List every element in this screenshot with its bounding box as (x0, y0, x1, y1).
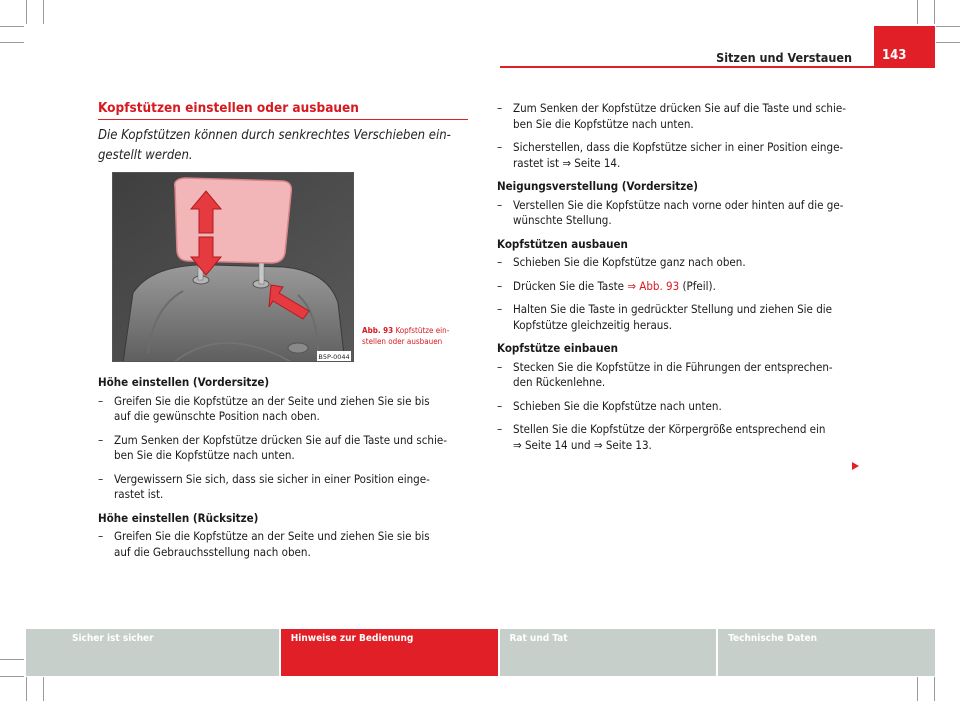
list-item: – Stecken Sie die Kopfstütze in die Führungen der entsprechen- den Rückenlehne. (497, 359, 833, 389)
heading-height-front: Höhe einstellen (Vordersitze) (98, 375, 270, 389)
tab-sicher-ist-sicher[interactable]: Sicher ist sicher (26, 629, 279, 676)
crop-mark (936, 26, 960, 27)
chapter-title: Sitzen und Verstauen (716, 50, 852, 65)
crop-mark (26, 677, 27, 701)
right-column (497, 101, 859, 453)
intro-line: gestellt werden. (98, 148, 193, 163)
caption-label: Abb. 93 (362, 326, 394, 335)
footer-nav (26, 629, 935, 676)
tab-technische-daten[interactable]: Technische Daten (718, 629, 935, 676)
figure-code: B5P-0044 (318, 353, 350, 361)
crop-mark (0, 42, 24, 43)
section-intro (98, 126, 470, 166)
list-item: – Greifen Sie die Kopfstütze an der Seite und ziehen Sie sie bis auf die gewünschte Position nach oben. (98, 393, 430, 423)
list-item: – Halten Sie die Taste in gedrückter Stellung und ziehen Sie die Kopfstütze gleichzeitig heraus. (497, 302, 833, 332)
page-number: 143 (874, 26, 935, 66)
figure-caption (362, 326, 472, 347)
headrest-illustration (113, 173, 354, 362)
figure-link[interactable]: ⇒ Abb. 93 (627, 278, 680, 293)
list-item: – Verstellen Sie die Kopfstütze nach vorne oder hinten auf die ge- wünschte Stellung. (497, 197, 844, 227)
list-item: – Zum Senken der Kopfstütze drücken Sie auf die Taste und schie- ben Sie die Kopfstütze nach unten. (497, 101, 846, 131)
list-item: – Greifen Sie die Kopfstütze an der Seite und ziehen Sie sie bis auf die Gebrauchsstellung nach oben. (98, 529, 430, 559)
tab-hinweise-zur-bedienung[interactable]: Hinweise zur Bedienung (281, 629, 498, 676)
list-item: – Schieben Sie die Kopfstütze ganz nach oben. (497, 255, 746, 269)
list-item: – Sicherstellen, dass die Kopfstütze sicher in einer Position einge- rastet ist ⇒ Seite 14. (497, 140, 844, 170)
caption-text: Kopfstütze ein- (395, 326, 450, 335)
heading-remove: Kopfstützen ausbauen (497, 236, 628, 251)
list-item: – Stellen Sie die Kopfstütze der Körpergröße entsprechend ein ⇒ Seite 14 und ⇒ Seite 13. (497, 422, 826, 452)
caption-text-2: stellen oder ausbauen (362, 336, 443, 346)
heading-install: Kopfstütze einbauen (497, 341, 618, 355)
crop-mark (26, 0, 27, 24)
list-item: – Drücken Sie die Taste ⇒ Abb. 93 (Pfeil). (497, 278, 716, 293)
left-column (98, 375, 470, 560)
crop-mark (43, 0, 44, 24)
crop-mark (0, 26, 24, 27)
intro-line: Die Kopfstützen können durch senkrechtes Verschieben ein- (98, 128, 451, 143)
heading-tilt: Neigungsverstellung (Vordersitze) (497, 179, 699, 193)
list-item: – Vergewissern Sie sich, dass sie sicher in einer Position einge- rastet ist. (98, 471, 430, 501)
crop-mark (0, 676, 24, 677)
crop-mark (917, 0, 918, 24)
heading-height-rear: Höhe einstellen (Rücksitze) (98, 510, 259, 525)
list-item: – Zum Senken der Kopfstütze drücken Sie auf die Taste und schie- ben Sie die Kopfstütze nach unten. (98, 432, 447, 462)
list-item: – Schieben Sie die Kopfstütze nach unten. (497, 398, 722, 413)
header-rule (500, 66, 935, 68)
title-rule (98, 119, 468, 120)
section-title: Kopfstützen einstellen oder ausbauen (98, 100, 359, 116)
crop-mark (934, 677, 935, 701)
continue-arrow-icon (852, 462, 859, 470)
crop-mark (934, 0, 935, 24)
crop-mark (917, 677, 918, 701)
crop-mark (0, 659, 24, 660)
tab-rat-und-tat[interactable]: Rat und Tat (500, 629, 717, 676)
headrest-figure (112, 172, 354, 362)
crop-mark (43, 677, 44, 701)
caption-line (362, 326, 472, 337)
crop-mark (936, 42, 960, 43)
